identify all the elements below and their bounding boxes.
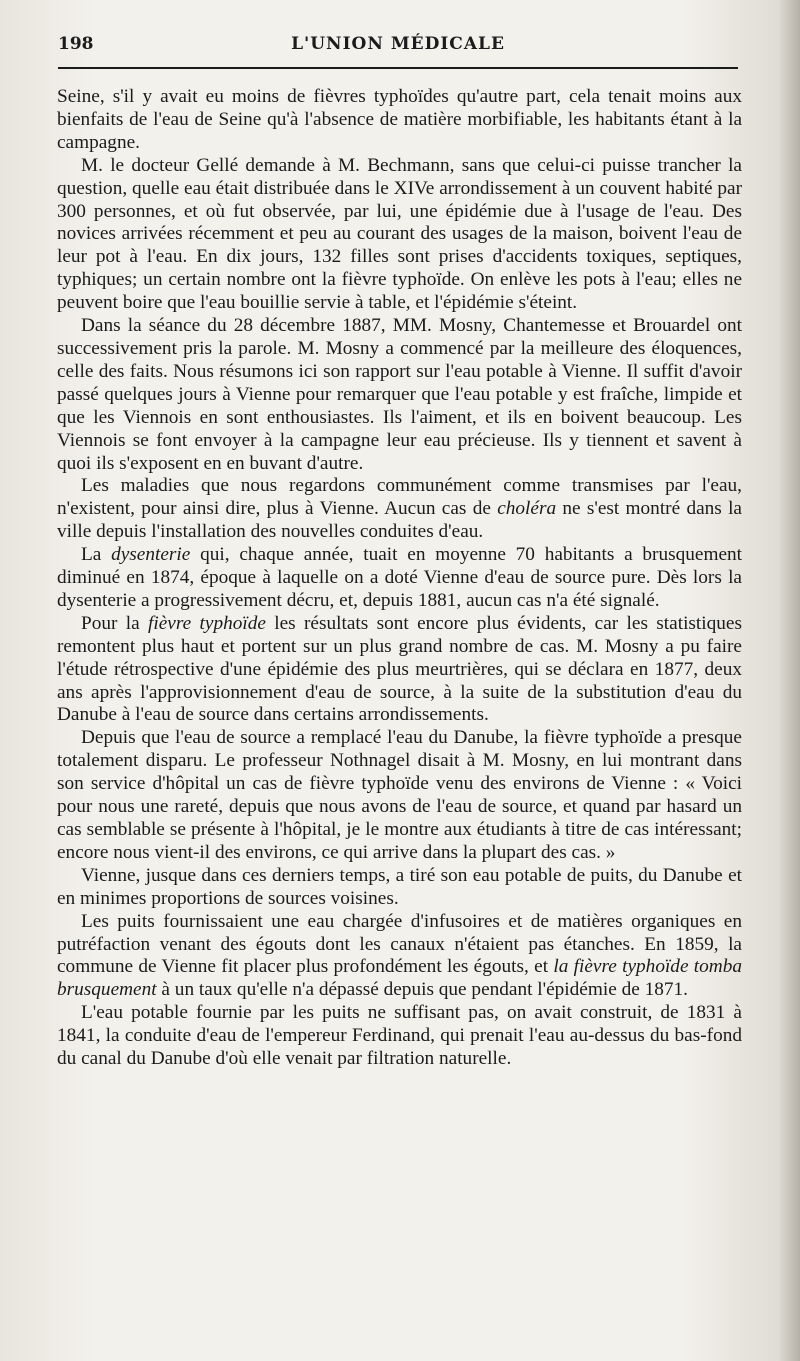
paragraph-9-text-b: à un taux qu'elle n'a dépassé depuis que pendant l'épidémie de 1871. <box>156 979 689 1001</box>
paragraph-6-emphasis: fièvre typhoïde <box>148 612 266 634</box>
paragraph-2: M. le docteur Gellé demande à M. Bechmann, sans que celui-ci puisse trancher la question, quelle eau était distribuée dans le XIVe arrondissement à un couvent habité par 300 personnes, et où fut observée, par lui, une épidémie due à l'usage de l'eau. Des novices arrivées récemment et peu au courant des usages de la maison, boivent l'eau de leur pot à l'eau. En dix jours, 132 filles sont prises d'accidents toxiques, septiques, typhiques; un certain nombre ont la fièvre typhoïde. On enlève les pots à l'eau; elles ne peuvent boire que l'eau bouillie servie à table, et l'épidémie s'éteint. <box>57 154 742 314</box>
paragraph-9 <box>57 911 742 1003</box>
page-spine-shadow <box>778 0 800 1361</box>
paragraph-4-text-b: ne s'est montré dans la ville depuis l'installation des nouvelles conduites d'eau. <box>57 498 742 543</box>
article-body <box>57 86 742 1071</box>
paragraph-5-emphasis: dysenterie <box>111 544 191 566</box>
paragraph-3: Dans la séance du 28 décembre 1887, MM. Mosny, Chantemesse et Brouardel ont successivement pris la parole. M. Mosny a commencé par la meilleure des éloquences, celle des faits. Nous résumons ici son rapport sur l'eau potable à Vienne. Il suffit d'avoir passé quelques jours à Vienne pour remarquer que l'eau potable y est fraîche, limpide et que les Viennois en sont enthousiastes. Ils l'aiment, et ils en boivent beaucoup. Les Viennois se font envoyer à la campagne leur eau précieuse. Ils y tiennent et savent à quoi ils s'exposent en en buvant d'autre. <box>57 315 742 474</box>
paragraph-9-text-a: Les puits fournissaient une eau chargée d'infusoires et de matières organiques en putréfaction venant des égouts dont les canaux n'étaient pas étanches. En 1859, la commune de Vienne fit placer plus profondément les égouts, et <box>57 910 742 978</box>
paragraph-7: Depuis que l'eau de source a remplacé l'eau du Danube, la fièvre typhoïde a presque totalement disparu. Le professeur Nothnagel disait à M. Mosny, en lui montrant dans son service d'hôpital un cas de fièvre typhoïde venu des environs de Vienne : « Voici pour nous une rareté, depuis que nous avons de l'eau de source, et quand par hasard un cas semblable se présente à l'hôpital, je le montre aux étudiants à titre de cas intéressant; encore nous vient-il des environs, ce qui arrive dans la plupart des cas. » <box>57 727 742 863</box>
header-rule <box>58 67 738 69</box>
paragraph-1: Seine, s'il y avait eu moins de fièvres typhoïdes qu'autre part, cela tenait moins aux bienfaits de l'eau de Seine qu'à l'absence de matière morbifiable, les habitants étant à la campagne. <box>57 86 742 153</box>
paragraph-8: Vienne, jusque dans ces derniers temps, a tiré son eau potable de puits, du Danube et en minimes proportions de sources voisines. <box>57 864 742 909</box>
paragraph-5 <box>57 544 742 613</box>
paragraph-4-emphasis: choléra <box>497 498 557 520</box>
paragraph-9-emphasis: la fièvre typhoïde tomba brusquement <box>57 956 743 1001</box>
paragraph-4-text-a: Les maladies que nous regardons communément comme transmises par l'eau, n'existent, pour ainsi dire, plus à Vienne. Aucun cas de <box>57 475 742 520</box>
journal-title: L'UNION MÉDICALE <box>291 34 505 54</box>
paragraph-10: L'eau potable fournie par les puits ne suffisant pas, on avait construit, de 1831 à 1841, la conduite d'eau de l'empereur Ferdinand, qui prenait l'eau au-dessus du bas-fond du canal du Danube d'où elle venait par filtration naturelle. <box>57 1002 742 1070</box>
paragraph-6 <box>57 613 742 728</box>
paragraph-4 <box>57 475 742 544</box>
paragraph-5-text-a: La <box>81 544 112 566</box>
paragraph-5-text-b: qui, chaque année, tuait en moyenne 70 habitants a brusquement diminué en 1874, époque à laquelle on a doté Vienne d'eau de source pure. Dès lors la dysenterie a progressivement décru, et, depuis 1881, aucun cas n'a été signalé. <box>57 544 743 611</box>
paragraph-6-text-b: les résultats sont encore plus évidents, car les statistiques remontent plus haut et portent sur un plus grand nombre de cas. M. Mosny a pu faire l'étude rétrospective d'une épidémie des plus meurtrières, qui se déclara en 1877, deux ans après l'approvisionnement d'eau de source, à la suite de la substitution d'eau du Danube à l'eau de source dans certains arrondissements. <box>57 612 742 726</box>
running-head <box>58 34 738 64</box>
paragraph-6-text-a: Pour la <box>81 612 149 634</box>
page-number: 198 <box>58 34 94 54</box>
